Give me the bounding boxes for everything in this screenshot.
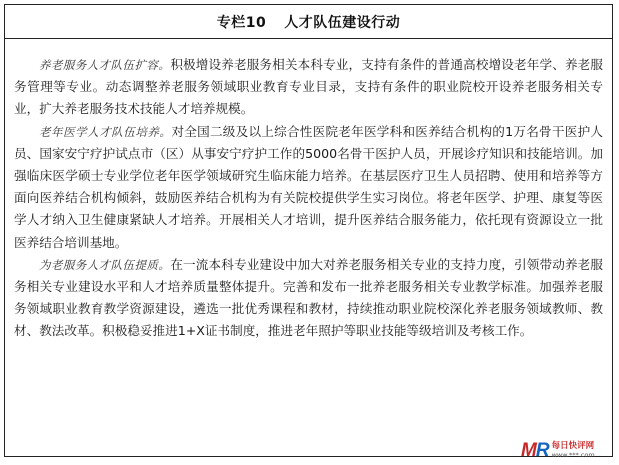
site-watermark [521, 440, 613, 462]
paragraph-geriatric-talent [14, 121, 603, 254]
paragraph-body: 在一流本科专业建设中加大对养老服务相关专业的支持力度，引领带动养老服务相关专业建设水平和人才培养质量整体提升。完善和发布一批养老服务相关专业教学标准。加强养老服务领域职业教育教学资源建设，遴选一批优秀课程和教材，持续推动职业院校深化养老服务领域教师、教材、教法改革。积极稳妥推进1+X证书制度，推进老年照护等职业技能等级培训及考核工作。 [14, 256, 604, 339]
paragraph-body: 积极增设养老服务相关本科专业，支持有条件的普通高校增设老年学、养老服务管理等专业。动态调整养老服务领域职业教育专业目录，支持有条件的职业院校开设养老服务相关专业，扩大养老服务技术技能人才培养规模。 [14, 57, 604, 117]
paragraph-lead: 为老服务人才队伍提质。 [39, 257, 171, 272]
column-title [5, 5, 612, 39]
watermark-url: www.***.com [551, 451, 595, 459]
paragraph-lead: 养老服务人才队伍扩容。 [39, 58, 171, 72]
watermark-site-name: 每日快评网 [551, 441, 595, 451]
paragraph-elderly-care-expansion [14, 54, 603, 121]
column-content [5, 39, 612, 343]
watermark-logo-r: R [535, 440, 549, 461]
column-box [4, 4, 613, 457]
watermark-logo [521, 441, 549, 461]
watermark-logo-m: M [521, 440, 536, 461]
watermark-text [552, 442, 595, 460]
column-number: 专栏10 [216, 14, 267, 31]
column-heading: 人才队伍建设行动 [284, 14, 401, 31]
paragraph-lead: 老年医学人才队伍培养。 [39, 124, 172, 139]
paragraph-body: 对全国二级及以上综合性医院老年医学科和医养结合机构的1万名骨干医护人员、国家安宁疗护试点市（区）从事安宁疗护工作的5000名骨干医护人员，开展诊疗知识和技能培训。加强临床医学硕士专业学位老年医学领域研究生临床能力培养。在基层医疗卫生人员招聘、使用和培养等方面向医养结合机构倾斜，鼓励医养结合机构为有关院校提供学生实习岗位。将老年医学、护理、康复等医学人才纳入卫生健康紧缺人才培养。开展相关人才培训，提升医养结合服务能力，依托现有资源设立一批医养结合培训基地。 [14, 123, 603, 250]
paragraph-service-quality [14, 254, 603, 343]
